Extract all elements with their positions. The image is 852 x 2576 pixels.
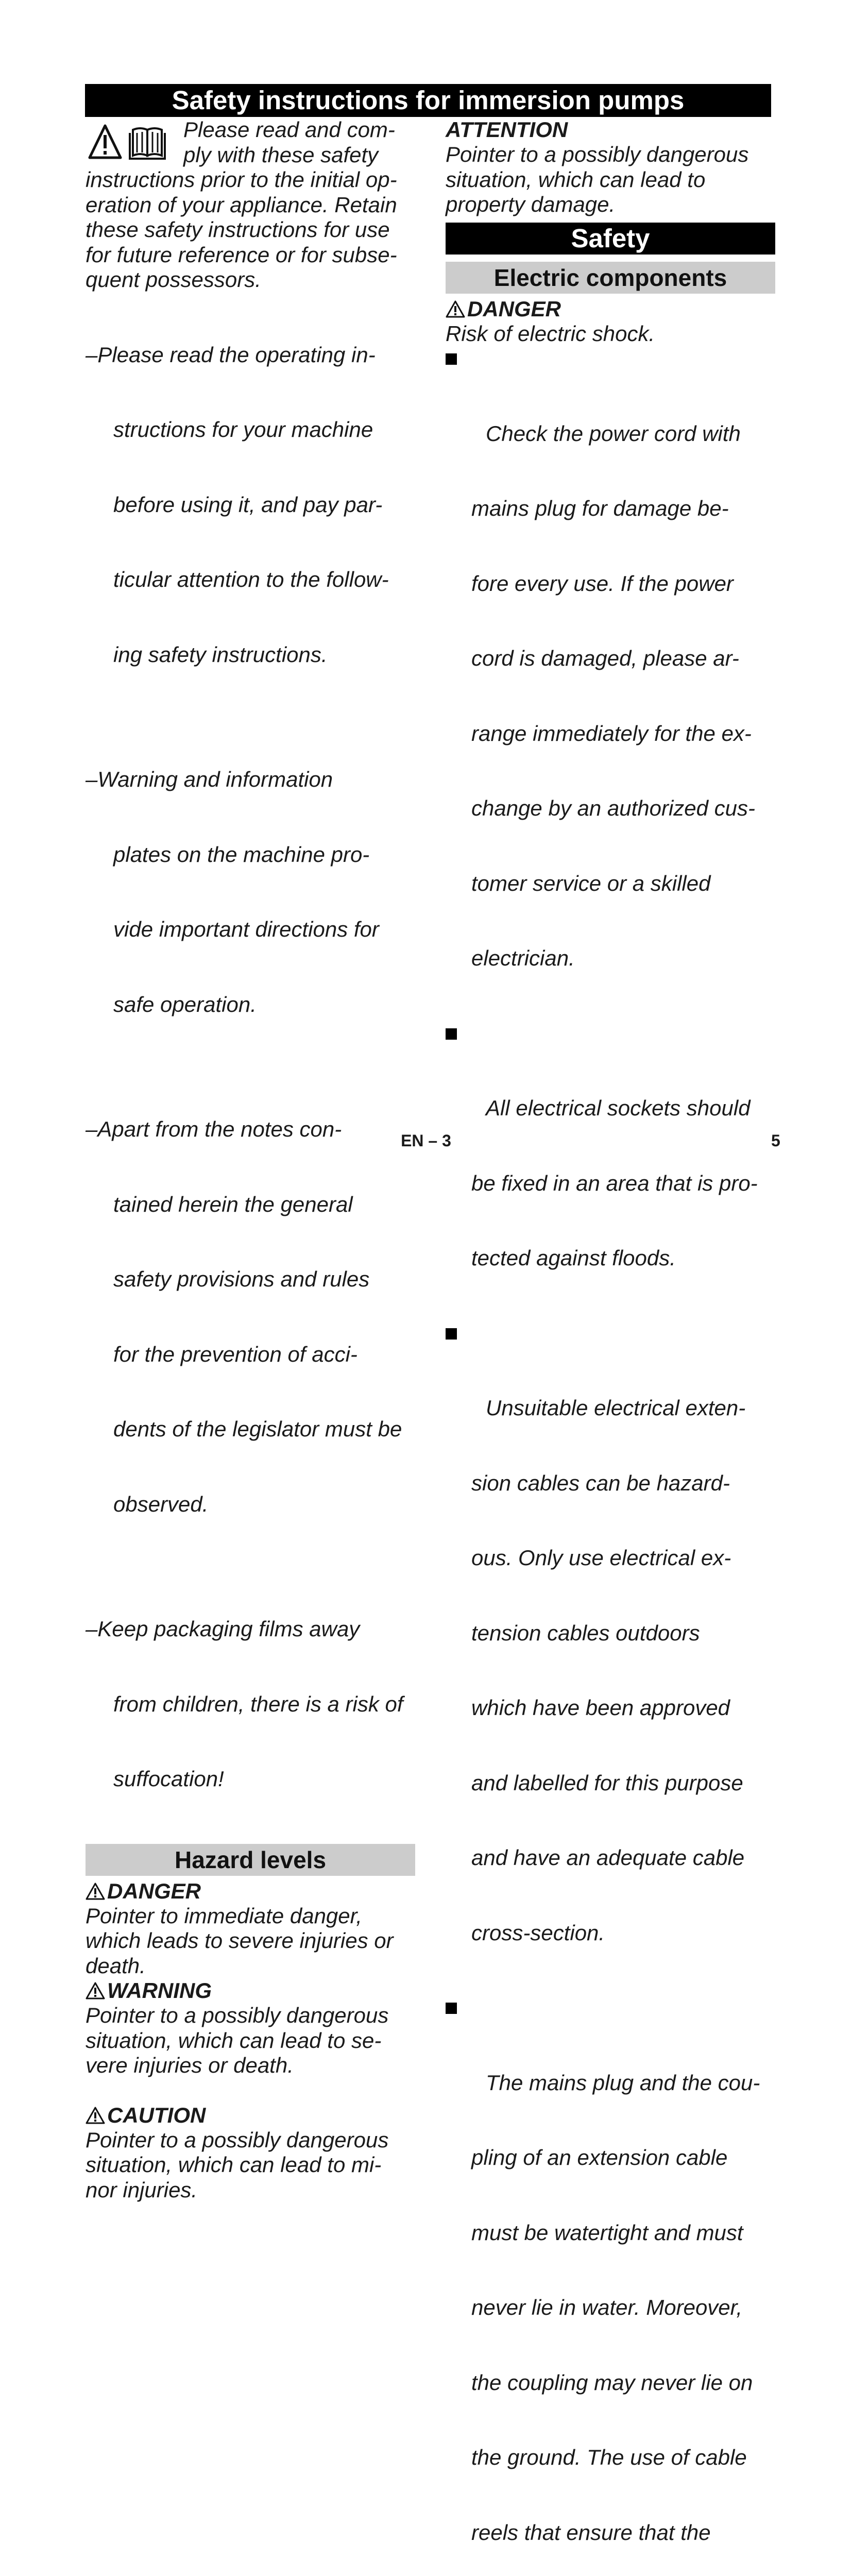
list-item-line: the ground. The use of cable: [471, 2445, 747, 2469]
list-item-line: tension cables outdoors: [471, 1620, 700, 1645]
list-item-line: must be watertight and must: [471, 2220, 743, 2245]
page-title-banner: Safety instructions for immersion pumps: [85, 84, 771, 117]
list-item: [86, 717, 415, 1067]
list-item-line: dents of the legislator must be: [113, 1417, 402, 1441]
intro-line: for future reference or for subse-: [86, 242, 397, 267]
list-item-line: sion cables can be hazard-: [471, 1470, 730, 1495]
intro-paragraph: [86, 117, 415, 293]
list-item-line: before using it, and pay par-: [113, 492, 383, 517]
list-item-line: from children, there is a risk of: [113, 1691, 403, 1716]
list-item-line: cord is damaged, please ar-: [471, 646, 739, 670]
warning-triangle-icon: [446, 300, 465, 318]
list-item-line: –Please read the operating in-: [86, 342, 376, 367]
caution-label: [86, 2103, 415, 2128]
list-item-line: The mains plug and the cou-: [486, 2070, 760, 2095]
intro-line: these safety instructions for use: [86, 217, 390, 242]
list-item-line: ing safety instructions.: [113, 642, 328, 667]
footer-language-page: EN – 3: [401, 1131, 451, 1150]
square-bullet-icon: [446, 1328, 457, 1340]
danger-text-line: which leads to severe injuries or: [86, 1928, 394, 1953]
danger-label: [86, 1879, 415, 1904]
square-bullet-icon: [446, 1028, 457, 1040]
attention-label: ATTENTION: [446, 117, 568, 142]
attention-text-line: Pointer to a possibly dangerous: [446, 142, 749, 166]
list-item: [446, 1321, 775, 1996]
list-item-line: –Warning and information: [86, 767, 333, 791]
footer-page-number: 5: [771, 1131, 780, 1150]
intro-line: quent possessors.: [86, 267, 261, 292]
caution-label-text: CAUTION: [107, 2103, 206, 2127]
warning-manual-icon: [89, 124, 176, 161]
warning-triangle-icon: [86, 1883, 105, 1900]
list-item: [446, 1995, 775, 2576]
intro-line: eration of your appliance. Retain: [86, 192, 397, 217]
list-item-line: change by an authorized cus-: [471, 796, 756, 820]
square-bullet-icon: [446, 2003, 457, 2014]
danger-text-line: death.: [86, 1953, 146, 1978]
list-item-line: fore every use. If the power: [471, 571, 734, 596]
list-item-line: mains plug for damage be-: [471, 496, 729, 520]
electric-danger-label-text: DANGER: [467, 296, 561, 321]
list-item-line: ous. Only use electrical ex-: [471, 1546, 731, 1570]
list-item-line: safety provisions and rules: [113, 1267, 370, 1291]
danger-label-text: DANGER: [107, 1878, 201, 1903]
list-item-line: Check the power cord with: [486, 421, 741, 446]
list-item-line: suffocation!: [113, 1767, 224, 1791]
safety-heading: Safety: [446, 223, 775, 255]
intro-line: ply with these safety: [183, 142, 379, 167]
list-item-line: for the prevention of acci-: [113, 1342, 357, 1366]
intro-line: Please read and com-: [183, 117, 395, 142]
warning-label-text: WARNING: [107, 1978, 212, 2003]
attention-text-line: situation, which can lead to: [446, 167, 706, 192]
list-item-line: the coupling may never lie on: [471, 2370, 753, 2395]
list-item: [86, 1567, 415, 1842]
list-item-line: –Keep packaging films away: [86, 1617, 360, 1641]
list-item-line: Unsuitable electrical exten-: [486, 1396, 746, 1420]
warning-label: [86, 1978, 415, 2003]
square-bullet-icon: [446, 353, 457, 365]
list-item: [446, 1021, 775, 1321]
list-item-line: reels that ensure that the: [471, 2520, 711, 2545]
list-item-line: be fixed in an area that is pro-: [471, 1171, 758, 1195]
list-item-line: and have an adequate cable: [471, 1845, 745, 1870]
list-item: [446, 346, 775, 1021]
warning-text-line: situation, which can lead to se-: [86, 2028, 382, 2053]
electric-danger-label: [446, 297, 775, 321]
warning-text-line: Pointer to a possibly dangerous: [86, 2003, 389, 2027]
list-item-line: pling of an extension cable: [471, 2145, 728, 2170]
caution-text-line: situation, which can lead to mi-: [86, 2153, 382, 2177]
right-column: [446, 117, 775, 2576]
intro-line: instructions prior to the initial op-: [86, 167, 397, 192]
list-item-line: and labelled for this purpose: [471, 1770, 743, 1795]
list-item-line: observed.: [113, 1492, 209, 1516]
warning-text-line: vere injuries or death.: [86, 2053, 294, 2077]
left-column: [86, 117, 415, 2202]
list-item-line: safe operation.: [113, 992, 257, 1016]
list-item-line: never lie in water. Moreover,: [471, 2295, 743, 2319]
attention-text-line: property damage.: [446, 192, 616, 216]
electric-components-heading: Electric components: [446, 262, 775, 294]
list-item-line: plates on the machine pro-: [113, 842, 370, 867]
list-item-line: vide important directions for: [113, 917, 379, 941]
warning-triangle-icon: [86, 1982, 105, 1999]
list-item-line: –Apart from the notes con-: [86, 1117, 342, 1141]
list-item-line: tected against floods.: [471, 1246, 676, 1270]
list-item-line: which have been approved: [471, 1696, 730, 1720]
list-item-line: tained herein the general: [113, 1192, 353, 1216]
list-item-line: cross-section.: [471, 1920, 605, 1945]
list-item-line: range immediately for the ex-: [471, 721, 752, 745]
caution-text-line: nor injuries.: [86, 2177, 198, 2202]
warning-triangle-icon: [86, 2107, 105, 2124]
list-item-line: structions for your machine: [113, 417, 373, 442]
caution-text-line: Pointer to a possibly dangerous: [86, 2127, 389, 2152]
electric-risk-text: Risk of electric shock.: [446, 321, 655, 346]
list-item-line: electrician.: [471, 946, 575, 970]
list-item-line: ticular attention to the follow-: [113, 567, 389, 591]
list-item: [86, 293, 415, 718]
list-item-line: tomer service or a skilled: [471, 871, 711, 895]
danger-text-line: Pointer to immediate danger,: [86, 1903, 362, 1928]
hazard-levels-heading: Hazard levels: [86, 1844, 415, 1876]
list-item-line: All electrical sockets should: [486, 1096, 751, 1120]
